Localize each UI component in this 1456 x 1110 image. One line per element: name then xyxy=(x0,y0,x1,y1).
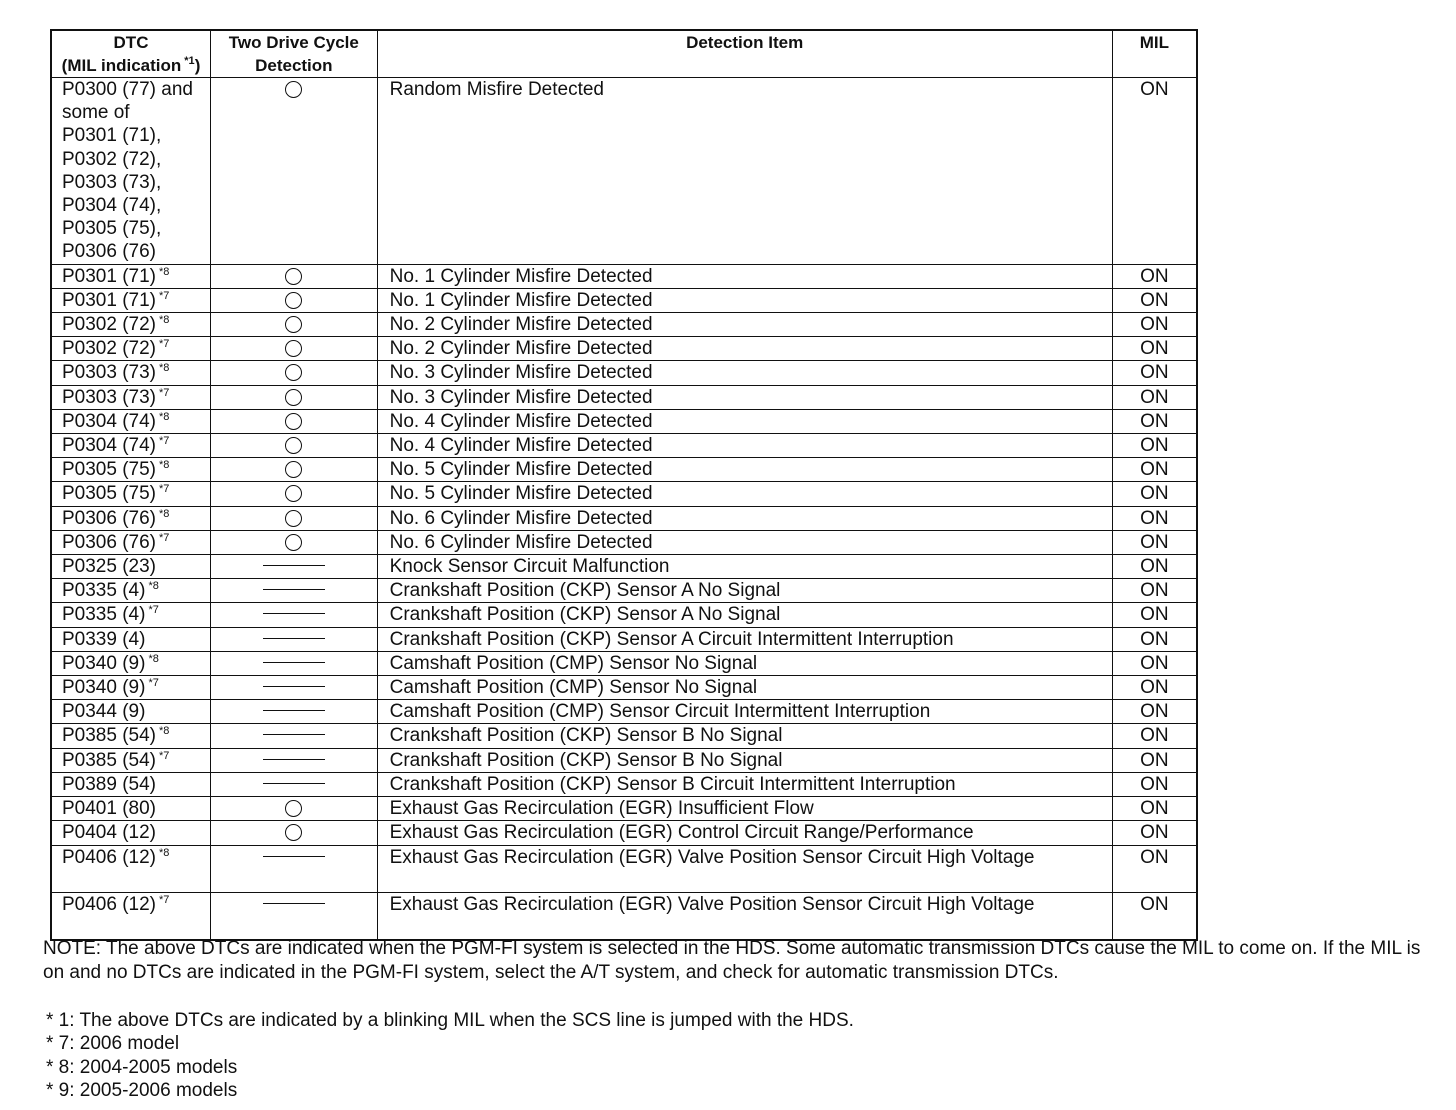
dtc-cell xyxy=(51,845,211,892)
header-mil: MIL xyxy=(1112,30,1197,78)
dash-icon xyxy=(263,783,325,784)
dash-icon xyxy=(263,686,325,687)
footnote-ref: *8 xyxy=(148,580,159,593)
header-dtc-footnote-ref: *1 xyxy=(184,55,195,67)
footnote-ref: *8 xyxy=(159,314,170,327)
mil-cell: ON xyxy=(1112,313,1197,337)
dtc-code: P0306 (76) xyxy=(62,507,157,529)
two-drive-cell xyxy=(211,797,378,821)
detection-cell: Knock Sensor Circuit Malfunction xyxy=(377,555,1112,579)
mil-cell: ON xyxy=(1112,651,1197,675)
header-two-drive-line2: Detection xyxy=(255,56,333,75)
dtc-cell xyxy=(51,821,211,845)
two-drive-cell xyxy=(211,555,378,579)
dtc-code: P0385 (54) xyxy=(62,749,157,771)
table-row xyxy=(51,555,1197,579)
dtc-table xyxy=(50,29,1198,941)
header-detection-item: Detection Item xyxy=(377,30,1112,78)
detection-cell: No. 3 Cylinder Misfire Detected xyxy=(377,385,1112,409)
detection-cell: No. 5 Cylinder Misfire Detected xyxy=(377,458,1112,482)
dtc-cell xyxy=(51,627,211,651)
header-dtc-subtitle: (MIL indication xyxy=(61,56,182,75)
table-row xyxy=(51,676,1197,700)
mil-cell: ON xyxy=(1112,676,1197,700)
two-drive-cell xyxy=(211,772,378,796)
dtc-cell xyxy=(51,361,211,385)
mil-cell: ON xyxy=(1112,603,1197,627)
dtc-cell xyxy=(51,482,211,506)
dtc-code: P0303 (73) xyxy=(62,362,157,384)
mil-cell: ON xyxy=(1112,337,1197,361)
circle-icon xyxy=(285,340,302,357)
dtc-code: P0301 (71) xyxy=(62,289,157,311)
two-drive-cell xyxy=(211,482,378,506)
detection-cell: No. 4 Cylinder Misfire Detected xyxy=(377,409,1112,433)
header-dtc-close: ) xyxy=(194,56,201,75)
footnote-ref: *7 xyxy=(148,677,159,690)
dtc-cell xyxy=(51,288,211,312)
dtc-cell xyxy=(51,409,211,433)
dtc-line: P0306 (76) xyxy=(62,241,157,263)
dtc-line: P0304 (74), xyxy=(62,195,162,217)
detection-cell: Exhaust Gas Recirculation (EGR) Control Circuit Range/Performance xyxy=(377,821,1112,845)
header-two-drive-line1: Two Drive Cycle xyxy=(228,33,359,52)
footnote-ref: *7 xyxy=(159,289,170,302)
mil-cell: ON xyxy=(1112,361,1197,385)
dtc-cell xyxy=(51,337,211,361)
detection-cell: No. 6 Cylinder Misfire Detected xyxy=(377,506,1112,530)
dtc-cell xyxy=(51,458,211,482)
dtc-code: P0389 (54) xyxy=(62,773,157,795)
detection-cell: No. 4 Cylinder Misfire Detected xyxy=(377,434,1112,458)
dtc-cell xyxy=(51,700,211,724)
dtc-cell xyxy=(51,78,211,265)
dash-icon xyxy=(263,856,325,857)
dash-icon xyxy=(263,734,325,735)
dtc-code: P0406 (12) xyxy=(62,846,157,868)
dtc-cell xyxy=(51,651,211,675)
dtc-cell xyxy=(51,313,211,337)
mil-cell: ON xyxy=(1112,434,1197,458)
table-row xyxy=(51,845,1197,892)
dash-icon xyxy=(263,759,325,760)
two-drive-cell xyxy=(211,724,378,748)
dtc-code: P0306 (76) xyxy=(62,531,157,553)
mil-cell: ON xyxy=(1112,78,1197,265)
footnote-ref: *8 xyxy=(159,265,170,278)
two-drive-cell xyxy=(211,700,378,724)
table-row xyxy=(51,627,1197,651)
dtc-cell xyxy=(51,530,211,554)
table-row xyxy=(51,288,1197,312)
dtc-cell xyxy=(51,506,211,530)
footnote-ref: *7 xyxy=(159,338,170,351)
detection-cell: Exhaust Gas Recirculation (EGR) Valve Position Sensor Circuit High Voltage xyxy=(377,892,1112,940)
two-drive-cell xyxy=(211,530,378,554)
two-drive-cell xyxy=(211,651,378,675)
two-drive-cell xyxy=(211,409,378,433)
footnote-item: * 8: 2004-2005 models xyxy=(46,1056,238,1078)
dtc-line: P0300 (77) and xyxy=(62,79,193,100)
mil-cell: ON xyxy=(1112,530,1197,554)
note-text: NOTE: The above DTCs are indicated when the PGM-FI system is selected in the HDS. Some automatic transmission DTCs cause the MIL to come on. If the MIL is on and no DTCs are indicated in the PGM-FI system, select the A/T system, and check for automatic transmission DTCs. xyxy=(43,938,1421,983)
mil-cell: ON xyxy=(1112,724,1197,748)
footnote-ref: *8 xyxy=(159,410,170,423)
dtc-cell xyxy=(51,603,211,627)
footnotes-list xyxy=(46,1009,1046,1103)
dtc-code: P0305 (75) xyxy=(62,483,157,505)
dtc-cell xyxy=(51,385,211,409)
detection-cell: Exhaust Gas Recirculation (EGR) Valve Position Sensor Circuit High Voltage xyxy=(377,845,1112,892)
two-drive-cell xyxy=(211,434,378,458)
footnote-ref: *8 xyxy=(159,725,170,738)
detection-cell: Crankshaft Position (CKP) Sensor A Circuit Intermittent Interruption xyxy=(377,627,1112,651)
table-row xyxy=(51,748,1197,772)
dtc-line: some of xyxy=(62,102,130,124)
detection-cell: No. 1 Cylinder Misfire Detected xyxy=(377,288,1112,312)
detection-cell: Crankshaft Position (CKP) Sensor B Circuit Intermittent Interruption xyxy=(377,772,1112,796)
two-drive-cell xyxy=(211,385,378,409)
dash-icon xyxy=(263,613,325,614)
detection-cell: No. 3 Cylinder Misfire Detected xyxy=(377,361,1112,385)
circle-icon xyxy=(285,389,302,406)
dtc-code: P0304 (74) xyxy=(62,410,157,432)
dtc-cell xyxy=(51,434,211,458)
dtc-cell xyxy=(51,579,211,603)
footnote-ref: *7 xyxy=(159,749,170,762)
table-row xyxy=(51,651,1197,675)
circle-icon xyxy=(285,485,302,502)
dtc-code: P0339 (4) xyxy=(62,628,146,650)
mil-cell: ON xyxy=(1112,579,1197,603)
table-row xyxy=(51,700,1197,724)
mil-cell: ON xyxy=(1112,288,1197,312)
dtc-cell xyxy=(51,772,211,796)
dtc-cell xyxy=(51,797,211,821)
dtc-code: P0340 (9) xyxy=(62,652,146,674)
footnote-ref: *8 xyxy=(159,362,170,375)
detection-cell: Crankshaft Position (CKP) Sensor B No Signal xyxy=(377,748,1112,772)
footnote-ref: *8 xyxy=(159,459,170,472)
circle-icon xyxy=(285,413,302,430)
dtc-code: P0340 (9) xyxy=(62,677,146,699)
table-row xyxy=(51,530,1197,554)
footnote-ref: *8 xyxy=(159,507,170,520)
table-row xyxy=(51,482,1197,506)
table-row xyxy=(51,821,1197,845)
dtc-line: P0302 (72), xyxy=(62,148,162,170)
dash-icon xyxy=(263,710,325,711)
table-row xyxy=(51,603,1197,627)
detection-cell: Camshaft Position (CMP) Sensor No Signal xyxy=(377,676,1112,700)
table-row xyxy=(51,313,1197,337)
dtc-line: P0305 (75), xyxy=(62,218,162,240)
mil-cell: ON xyxy=(1112,772,1197,796)
detection-cell: Exhaust Gas Recirculation (EGR) Insufficient Flow xyxy=(377,797,1112,821)
detection-cell: Random Misfire Detected xyxy=(377,78,1112,265)
table-row-random-misfire xyxy=(51,78,1197,265)
dtc-code: P0344 (9) xyxy=(62,701,146,723)
mil-cell: ON xyxy=(1112,700,1197,724)
mil-cell: ON xyxy=(1112,458,1197,482)
table-header-row xyxy=(51,30,1197,78)
dtc-code: P0401 (80) xyxy=(62,798,157,820)
two-drive-cell xyxy=(211,264,378,288)
footnote-item: * 1: The above DTCs are indicated by a blinking MIL when the SCS line is jumped with the HDS. xyxy=(46,1010,854,1031)
two-drive-cell xyxy=(211,748,378,772)
footnote-item: * 7: 2006 model xyxy=(46,1033,180,1055)
dtc-code: P0406 (12) xyxy=(62,893,157,915)
detection-cell: Crankshaft Position (CKP) Sensor A No Signal xyxy=(377,579,1112,603)
footnote-ref: *7 xyxy=(159,435,170,448)
mil-cell: ON xyxy=(1112,555,1197,579)
table-row xyxy=(51,264,1197,288)
detection-cell: Camshaft Position (CMP) Sensor Circuit Intermittent Interruption xyxy=(377,700,1112,724)
dash-icon xyxy=(263,662,325,663)
dtc-cell xyxy=(51,724,211,748)
mil-cell: ON xyxy=(1112,264,1197,288)
dtc-cell xyxy=(51,264,211,288)
circle-icon xyxy=(285,534,302,551)
dtc-code: P0335 (4) xyxy=(62,604,146,626)
dtc-code: P0302 (72) xyxy=(62,338,157,360)
circle-icon xyxy=(285,510,302,527)
dtc-cell xyxy=(51,892,211,940)
footnote-ref: *8 xyxy=(159,846,170,859)
dtc-code: P0305 (75) xyxy=(62,459,157,481)
two-drive-cell xyxy=(211,506,378,530)
two-drive-cell xyxy=(211,288,378,312)
two-drive-cell xyxy=(211,892,378,940)
detection-cell: No. 5 Cylinder Misfire Detected xyxy=(377,482,1112,506)
dash-icon xyxy=(263,589,325,590)
mil-cell: ON xyxy=(1112,506,1197,530)
mil-cell: ON xyxy=(1112,627,1197,651)
two-drive-cell xyxy=(211,313,378,337)
dtc-code: P0335 (4) xyxy=(62,580,146,602)
circle-icon xyxy=(285,824,302,841)
two-drive-cell xyxy=(211,603,378,627)
table-row xyxy=(51,385,1197,409)
mil-cell: ON xyxy=(1112,409,1197,433)
table-row xyxy=(51,506,1197,530)
dash-icon xyxy=(263,903,325,904)
two-drive-cell xyxy=(211,627,378,651)
two-drive-cell xyxy=(211,78,378,265)
header-dtc-title: DTC xyxy=(113,33,149,52)
dtc-code: P0325 (23) xyxy=(62,556,157,578)
dtc-code: P0302 (72) xyxy=(62,314,157,336)
two-drive-cell xyxy=(211,361,378,385)
footnote-ref: *7 xyxy=(159,386,170,399)
dtc-line: P0301 (71), xyxy=(62,125,162,147)
dtc-code: P0385 (54) xyxy=(62,725,157,747)
table-row xyxy=(51,361,1197,385)
footnote-ref: *8 xyxy=(148,652,159,665)
dtc-code: P0301 (71) xyxy=(62,265,157,287)
table-row xyxy=(51,337,1197,361)
detection-cell: Crankshaft Position (CKP) Sensor B No Signal xyxy=(377,724,1112,748)
mil-cell: ON xyxy=(1112,797,1197,821)
dtc-code: P0304 (74) xyxy=(62,435,157,457)
table-row xyxy=(51,579,1197,603)
dash-icon xyxy=(263,638,325,639)
two-drive-cell xyxy=(211,845,378,892)
detection-cell: Camshaft Position (CMP) Sensor No Signal xyxy=(377,651,1112,675)
dtc-code: P0303 (73) xyxy=(62,386,157,408)
header-dtc xyxy=(51,30,211,78)
mil-cell: ON xyxy=(1112,748,1197,772)
two-drive-cell xyxy=(211,337,378,361)
table-row xyxy=(51,409,1197,433)
dash-icon xyxy=(263,565,325,566)
circle-icon xyxy=(285,800,302,817)
mil-cell: ON xyxy=(1112,482,1197,506)
mil-cell: ON xyxy=(1112,821,1197,845)
mil-cell: ON xyxy=(1112,892,1197,940)
detection-cell: No. 6 Cylinder Misfire Detected xyxy=(377,530,1112,554)
dtc-cell xyxy=(51,555,211,579)
circle-icon xyxy=(285,316,302,333)
footnote-ref: *7 xyxy=(159,483,170,496)
detection-cell: No. 2 Cylinder Misfire Detected xyxy=(377,337,1112,361)
table-row xyxy=(51,772,1197,796)
circle-icon xyxy=(285,81,302,98)
dtc-cell xyxy=(51,676,211,700)
two-drive-cell xyxy=(211,676,378,700)
circle-icon xyxy=(285,437,302,454)
mil-cell: ON xyxy=(1112,845,1197,892)
circle-icon xyxy=(285,292,302,309)
dtc-cell xyxy=(51,748,211,772)
table-row xyxy=(51,724,1197,748)
circle-icon xyxy=(285,364,302,381)
footnote-ref: *7 xyxy=(148,604,159,617)
two-drive-cell xyxy=(211,458,378,482)
footnote-item: * 9: 2005-2006 models xyxy=(46,1080,238,1102)
table-row xyxy=(51,892,1197,940)
dtc-line: P0303 (73), xyxy=(62,171,162,193)
detection-cell: No. 1 Cylinder Misfire Detected xyxy=(377,264,1112,288)
header-two-drive-cycle xyxy=(211,30,378,78)
detection-cell: Crankshaft Position (CKP) Sensor A No Signal xyxy=(377,603,1112,627)
table-row xyxy=(51,458,1197,482)
mil-cell: ON xyxy=(1112,385,1197,409)
two-drive-cell xyxy=(211,821,378,845)
circle-icon xyxy=(285,461,302,478)
footnote-ref: *7 xyxy=(159,893,170,906)
detection-cell: No. 2 Cylinder Misfire Detected xyxy=(377,313,1112,337)
dtc-code: P0404 (12) xyxy=(62,822,157,844)
two-drive-cell xyxy=(211,579,378,603)
table-row xyxy=(51,434,1197,458)
circle-icon xyxy=(285,268,302,285)
footnote-ref: *7 xyxy=(159,531,170,544)
table-row xyxy=(51,797,1197,821)
